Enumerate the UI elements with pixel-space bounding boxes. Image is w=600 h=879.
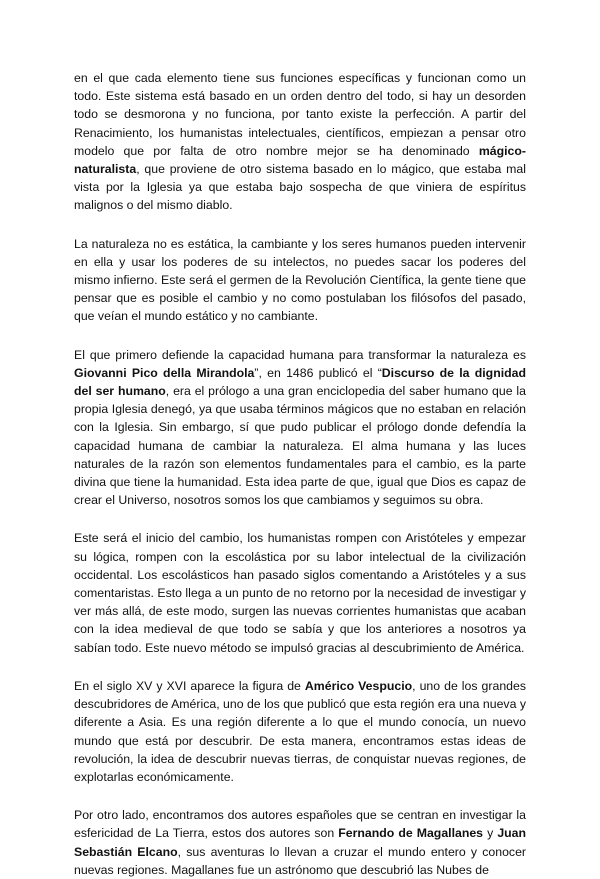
paragraph-5-text: , uno de los grandes descubridores de América, uno de los que publicó que esta región era una nueva y diferente a Asia. Es una región diferente a lo que el mundo conocía, un nuevo mundo que está por descubrir. De esta manera, encontramos estas ideas de revolución, la idea de descubrir nuevas tierras, de conquistar nuevas regiones, de explotarlas económicamente. [74, 678, 526, 784]
paragraph-5-text: En el siglo XV y XVI aparece la figura de [74, 678, 305, 693]
paragraph-3-text: , era el prólogo a una gran enciclopedia del saber humano que la propia Iglesia denegó, ya que usaba términos mágicos que no estaban en relación con la Iglesia. Sin embargo, sí que pudo publicar el prólogo donde defendía la capacidad humana de cambiar la naturaleza. El alma humana y las luces naturales de la razón son elementos fundamentales para el cambio, es la parte divina que tiene la humanidad. Esta idea parte de que, igual que Dios es capaz de crear el Universo, nosotros somos los que cambiamos y seguimos su obra. [74, 384, 526, 508]
name-fernando-de-magallanes: Fernando de Magallanes [338, 826, 484, 841]
paragraph-1-text: en el que cada elemento tiene sus funciones específicas y funcionan como un todo. Este sistema está basado en un orden dentro del todo, si hay un desorden todo se desmorona y no funciona, por tanto existe la perfección. A partir del Renacimiento, los humanistas intelectuales, científicos, empiezan a pensar otro modelo que por falta de otro nombre mejor se ha denominado [74, 71, 526, 158]
paragraph-6-text: , sus aventuras lo llevan a cruzar el mundo entero y conocer nuevas regiones. Magallanes fue un astrónomo que descubrió las Nubes de [74, 844, 527, 877]
name-americo-vespucio: Américo Vespucio [304, 678, 413, 693]
paragraph-6-text: y [483, 826, 498, 841]
paragraph-6 [74, 806, 526, 879]
paragraph-2 [74, 235, 526, 326]
name-pico-della-mirandola: Giovanni Pico della Mirandola [74, 365, 255, 380]
paragraph-3-text: El que primero defiende la capacidad humana para transformar la naturaleza es [74, 347, 526, 362]
paragraph-4-text: Este será el inicio del cambio, los humanistas rompen con Aristóteles y empezar su lógica, rompen con la escolástica por su labor intelectual de la civilización occidental. Los escolásticos han pasado siglos comentando a Aristóteles y a sus comentaristas. Esto llega a un punto de no retorno por la necesidad de investigar y ver más allá, de este modo, surgen las nuevas corrientes humanistas que acaban con la idea medieval de que todo se sabía y que los anteriores a nosotros ya sabían todo. Este nuevo método se impulsó gracias al descubrimiento de América. [74, 531, 526, 655]
name-juan-sebastian-elcano: Juan Sebastián Elcano [74, 826, 527, 859]
paragraph-1-text: , que proviene de otro sistema basado en lo mágico, que estaba mal vista por la Iglesia ya que estaba bajo sospecha de que viniera de espíritus malignos o del mismo diablo. [74, 162, 526, 213]
paragraph-3-text: ”, en 1486 publicó el “ [254, 365, 382, 380]
paragraph-2-text: La naturaleza no es estática, la cambiante y los seres humanos pueden intervenir en ella y usar los poderes de su intelectos, no puedes sacar los poderes del mismo infierno. Este será el germen de la Revolución Científica, la gente tiene que pensar que es posible el cambio y no como postulaban los filósofos del pasado, que veían el mundo estático y no cambiante. [74, 236, 526, 324]
title-discurso-dignidad: Discurso de la dignidad del ser humano [74, 365, 526, 399]
paragraph-4 [74, 529, 526, 656]
term-magico-naturalista: mágico-naturalista [74, 143, 526, 177]
paragraph-6-text: Por otro lado, encontramos dos autores españoles que se centran en investigar la esfericidad de La Tierra, estos dos autores son [74, 808, 526, 841]
paragraph-3 [74, 346, 526, 510]
paragraph-1 [74, 69, 526, 215]
paragraph-5 [74, 677, 526, 786]
